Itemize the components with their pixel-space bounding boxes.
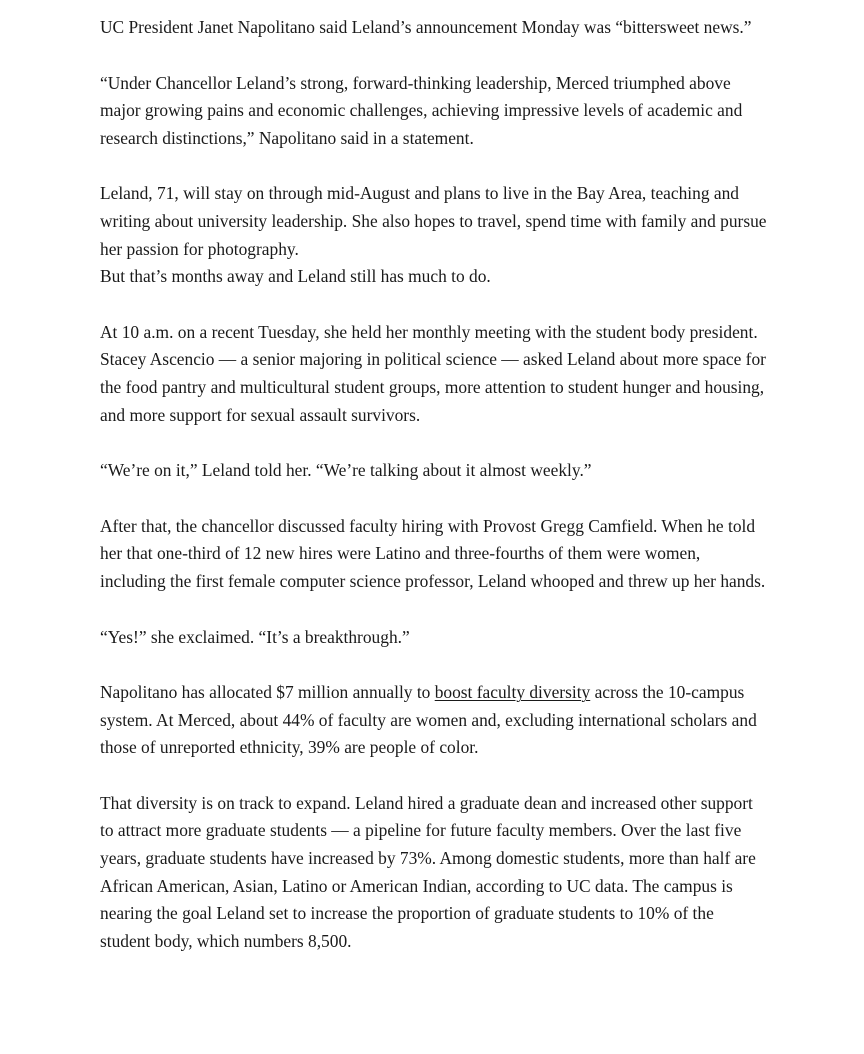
paragraph-napolitano-quote: “Under Chancellor Leland’s strong, forward-thinking leadership, Merced triumphed above major growing pains and economic challenges, achieving impressive levels of academic and research distinctions,” Napolitano said in a statement. <box>100 72 743 148</box>
paragraph-leland-reply: “We’re on it,” Leland told her. “We’re talking about it almost weekly.” <box>100 460 592 481</box>
paragraph-leland-plans: Leland, 71, will stay on through mid-August and plans to live in the Bay Area, teaching and writing about university leadership. She also hopes to travel, spend time with family and pursue her passion for photography. <box>100 183 767 259</box>
paragraph-faculty-hiring: After that, the chancellor discussed faculty hiring with Provost Gregg Camfield. When he told her that one-third of 12 new hires were Latino and three-fourths of them were women, including the first female computer science professor, Leland whooped and threw up her hands. <box>100 515 766 591</box>
boost-faculty-diversity-link[interactable]: boost faculty diversity <box>434 682 591 703</box>
paragraph-text-before-link: Napolitano has allocated $7 million annually to <box>100 682 435 703</box>
paragraph-text-after-link: across the 10-campus system. At Merced, about 44% of faculty are women and, excluding international scholars and those of unreported ethnicity, 39% are people of color. <box>100 682 757 758</box>
paragraph-napolitano-bittersweet: UC President Janet Napolitano said Leland’s announcement Monday was “bittersweet news.” <box>100 17 752 37</box>
paragraph-faculty-diversity <box>100 679 768 762</box>
article-body <box>100 14 768 983</box>
paragraph-months-away: But that’s months away and Leland still has much to do. <box>100 266 491 287</box>
paragraph-graduate-students: That diversity is on track to expand. Leland hired a graduate dean and increased other support to attract more graduate students — a pipeline for future faculty members. Over the last five years, graduate students have increased by 73%. Among domestic students, more than half are African American, Asian, Latino or American Indian, according to UC data. The campus is nearing the goal Leland set to increase the proportion of graduate students to 10% of the student body, which numbers 8,500. <box>100 792 756 951</box>
paragraph-breakthrough: “Yes!” she exclaimed. “It’s a breakthrough.” <box>100 626 410 647</box>
paragraph-student-meeting: At 10 a.m. on a recent Tuesday, she held her monthly meeting with the student body president. Stacey Ascencio — a senior majoring in political science — asked Leland about more space for the food pantry and multicultural student groups, more attention to student hunger and housing, and more support for sexual assault survivors. <box>100 321 766 425</box>
